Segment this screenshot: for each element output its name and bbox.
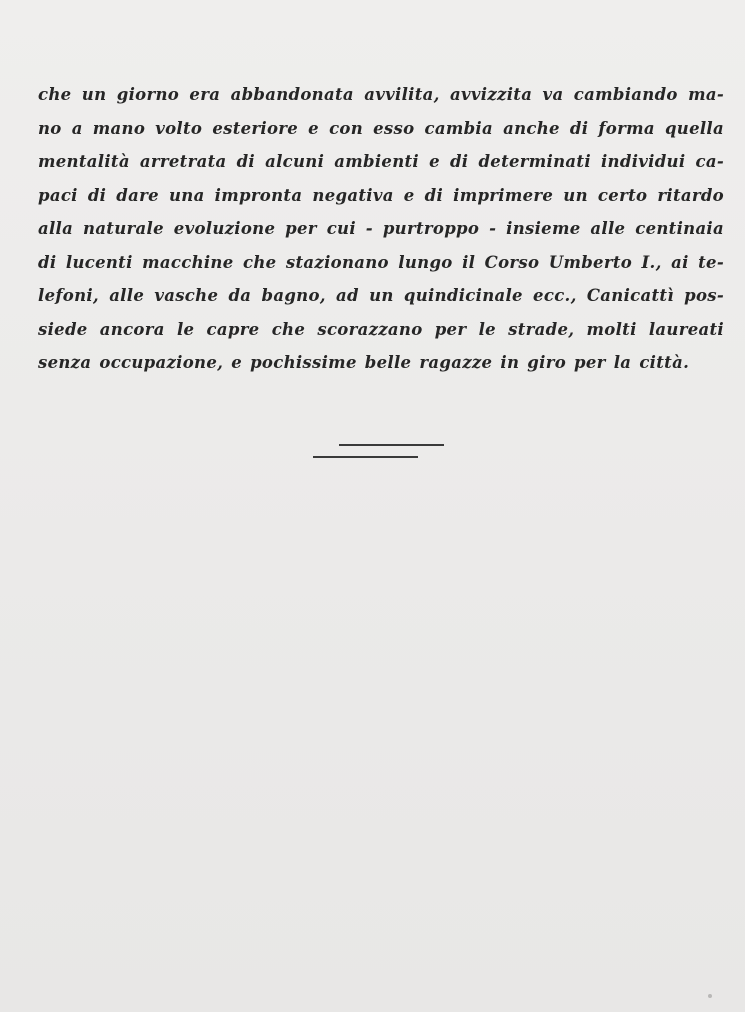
separator-rule-top [339, 444, 444, 446]
text-line-9: senza occupazione, e pochissime belle ragazze in giro per la città. [38, 353, 690, 372]
separator-rule-bottom [313, 456, 418, 458]
text-line-7: lefoni, alle vasche da bagno, ad un quindicinale ecc., Canicattì pos- [38, 286, 724, 305]
text-line-5: alla naturale evoluzione per cui - purtroppo - insieme alle centinaia [38, 219, 724, 238]
body-text [38, 78, 724, 380]
paper-speck [708, 994, 712, 998]
text-line-8: siede ancora le capre che scorazzano per le strade, molti laureati [38, 319, 724, 339]
text-line-3: mentalità arretrata di alcuni ambienti e di determinati individui ca- [38, 152, 724, 171]
text-line-4: paci di dare una impronta negativa e di imprimere un certo ritardo [38, 185, 724, 205]
text-line-2: no a mano volto esteriore e con esso cambia anche di forma quella [38, 118, 724, 138]
text-line-6: di lucenti macchine che stazionano lungo il Corso Umberto I., ai te- [38, 252, 724, 272]
text-line-1: che un giorno era abbandonata avvilita, avvizzita va cambiando ma- [38, 85, 724, 104]
